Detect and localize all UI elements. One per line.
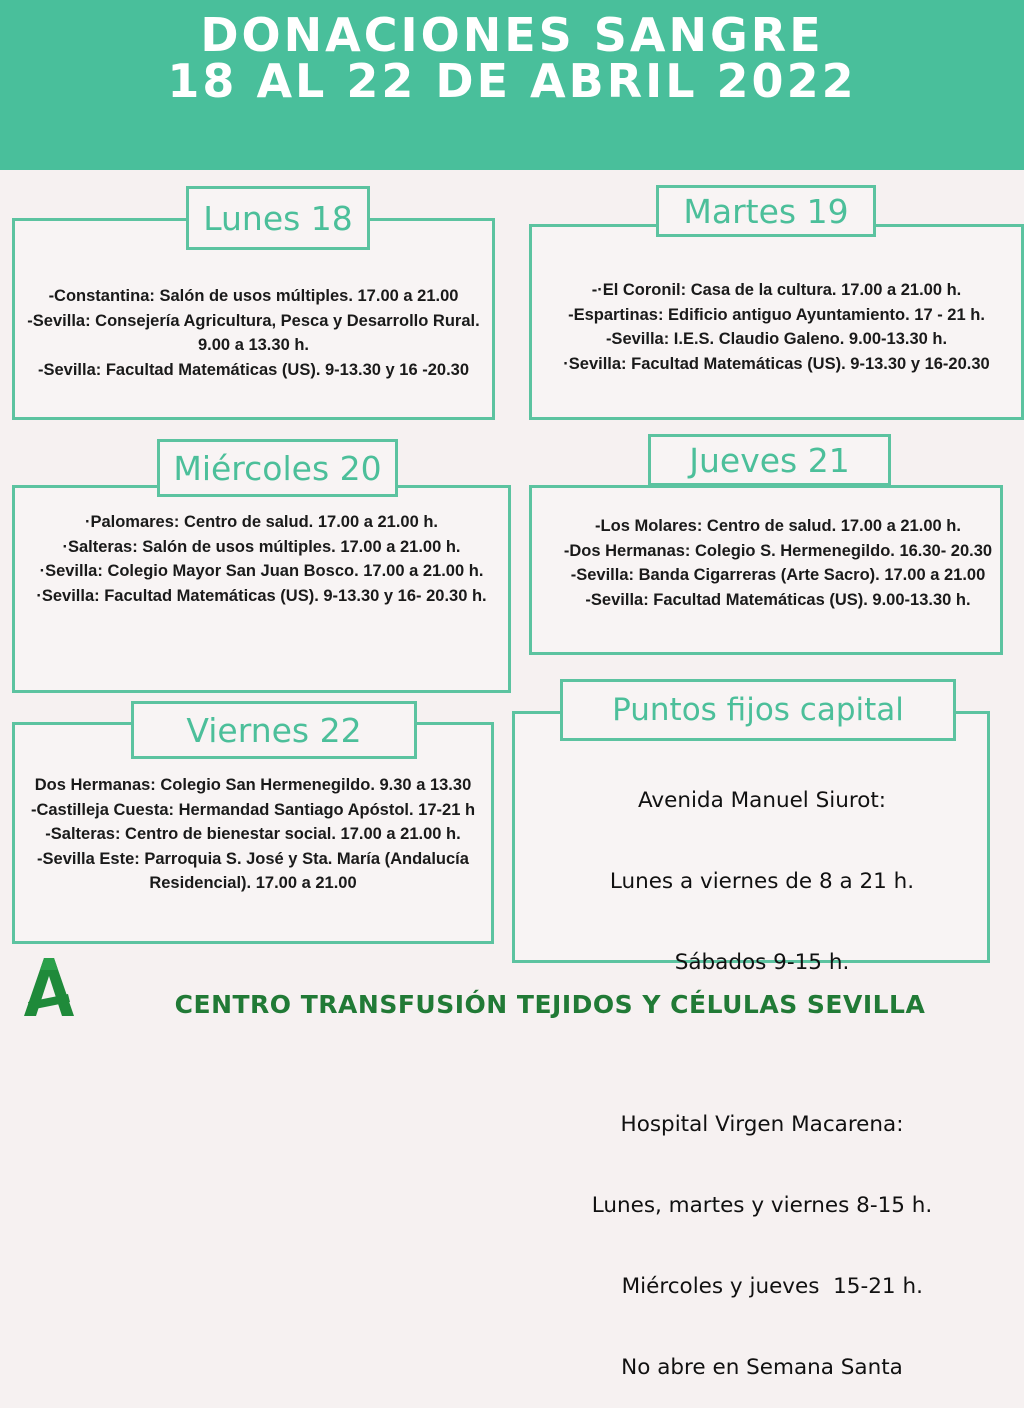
day-entries-jueves: [529, 514, 1024, 612]
entry-line: -Constantina: Salón de usos múltiples. 17.00 a 21.00: [48, 287, 459, 305]
entry-line: -Salteras: Centro de bienestar social. 17.00 a 21.00 h.: [45, 825, 461, 843]
entry-line: -Los Molares: Centro de salud. 17.00 a 21.00 h.: [595, 517, 961, 535]
day-tab-miercoles: Miércoles 20: [157, 439, 398, 497]
entry-line: -Sevilla: Banda Cigarreras (Arte Sacro). 17.00 a 21.00: [570, 566, 986, 584]
entry-line: ·Sevilla: Facultad Matemáticas (US). 9-13.30 y 16-20.30: [563, 354, 990, 373]
entry-line: -Sevilla Este: Parroquia S. José y Sta. María (Andalucía: [37, 849, 469, 868]
entry-line: -Sevilla: I.E.S. Claudio Galeno. 9.00-13.30 h.: [605, 330, 948, 348]
fixed-points-tab: Puntos fijos capital: [560, 679, 956, 741]
schedule-line: Lunes, martes y viernes 8-15 h.: [591, 1193, 933, 1218]
schedule-line: No abre en Semana Santa: [621, 1355, 903, 1380]
schedule-line: Hospital Virgen Macarena:: [620, 1112, 904, 1137]
schedule-line: Avenida Manuel Siurot:: [637, 788, 887, 813]
entry-line: 9.00 a 13.30 h.: [198, 336, 309, 354]
schedule-line: Sábados 9-15 h.: [674, 950, 850, 975]
entry-line: ·Sevilla: Facultad Matemáticas (US). 9-13.30 y 16- 20.30 h.: [36, 586, 487, 605]
entry-line: -Sevilla: Consejería Agricultura, Pesca y Desarrollo Rural.: [27, 311, 480, 330]
day-entries-viernes: [0, 773, 506, 896]
schedule-line: Lunes a viernes de 8 a 21 h.: [609, 869, 915, 894]
junta-andalucia-logo-icon: [14, 952, 80, 1018]
entry-line: -Espartinas: Edificio antiguo Ayuntamiento. 17 - 21 h.: [568, 305, 985, 324]
schedule-line: [512, 1030, 1012, 1057]
day-entries-lunes: [12, 284, 495, 382]
entry-line: ·Palomares: Centro de salud. 17.00 a 21.00 h.: [84, 513, 439, 531]
entry-line: Dos Hermanas: Colegio San Hermenegildo. 9.30 a 13.30: [34, 776, 472, 794]
page-title-line-1: DONACIONES SANGRE: [200, 8, 824, 62]
day-tab-jueves: Jueves 21: [648, 434, 891, 486]
entry-line: ·Salteras: Salón de usos múltiples. 17.00 a 21.00 h.: [62, 537, 461, 556]
day-tab-viernes: Viernes 22: [131, 701, 417, 759]
day-entries-miercoles: [12, 510, 511, 608]
entry-line: -·El Coronil: Casa de la cultura. 17.00 a 21.00 h.: [591, 281, 962, 299]
footer-organization: CENTRO TRANSFUSIÓN TEJIDOS Y CÉLULAS SEVILLA: [174, 990, 926, 1019]
entry-line: -Dos Hermanas: Colegio S. Hermenegildo. 16.30- 20.30: [563, 541, 993, 560]
day-entries-martes: [529, 278, 1024, 376]
entry-line: -Sevilla: Facultad Matemáticas (US). 9-13.30 y 16 -20.30: [37, 360, 470, 379]
entry-line: ·Sevilla: Colegio Mayor San Juan Bosco. 17.00 a 21.00 h.: [39, 562, 484, 580]
entry-line: -Sevilla: Facultad Matemáticas (US). 9.00-13.30 h.: [585, 590, 971, 609]
entry-line: -Castilleja Cuesta: Hermandad Santiago Apóstol. 17-21 h: [30, 800, 476, 819]
day-tab-lunes: Lunes 18: [186, 186, 370, 250]
fixed-points-schedule: [512, 733, 1012, 1408]
header-banner: [0, 0, 1024, 170]
schedule-line: Miércoles y jueves 15-21 h.: [601, 1274, 923, 1299]
day-tab-martes: Martes 19: [656, 185, 876, 237]
page-title-line-2: 18 AL 22 DE ABRIL 2022: [167, 54, 857, 108]
entry-line: Residencial). 17.00 a 21.00: [149, 874, 357, 892]
